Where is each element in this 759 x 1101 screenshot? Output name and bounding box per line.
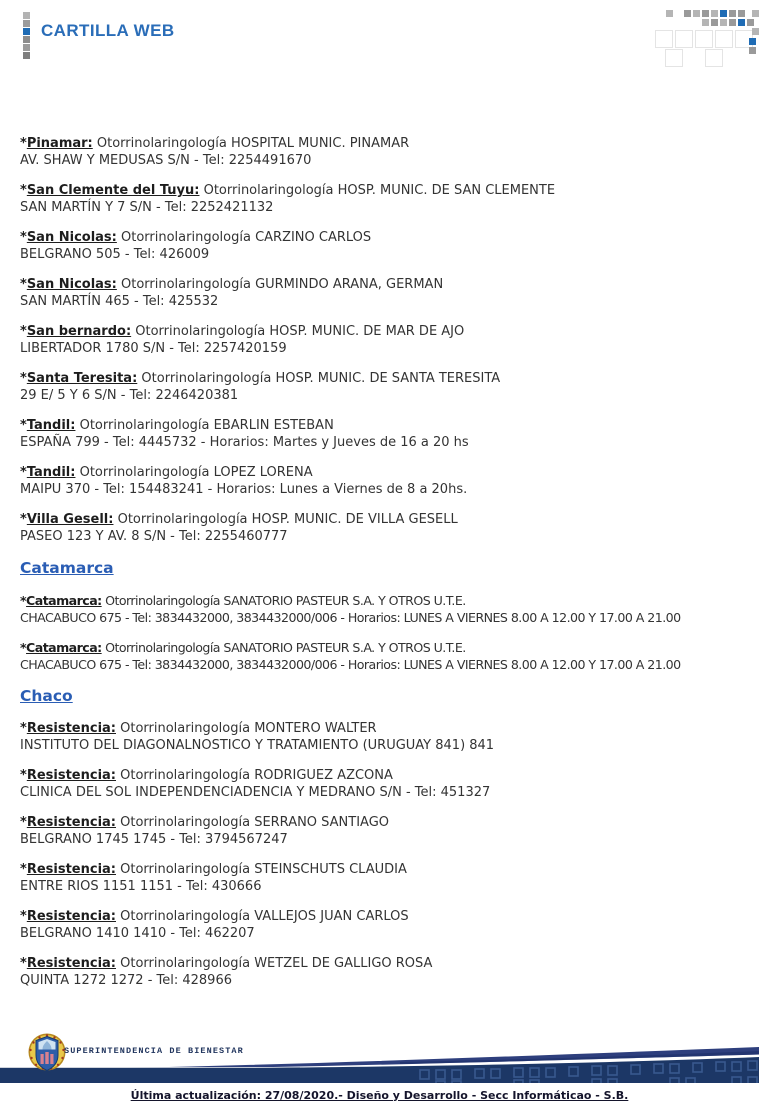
- mosaic-square: [693, 10, 700, 17]
- entry-city: Tandil:: [26, 418, 76, 433]
- entry-star: *: [20, 909, 27, 924]
- mosaic-square: [711, 10, 718, 17]
- entry-star: *: [20, 183, 27, 198]
- provider-entry-headline: [20, 512, 739, 529]
- logo-square: [23, 20, 30, 27]
- provider-entry-headline: [20, 324, 739, 341]
- logo-square: [23, 52, 30, 59]
- entry-city: Resistencia:: [26, 909, 116, 924]
- entry-city: San Clemente del Tuyu:: [26, 183, 200, 198]
- entry-star: *: [20, 512, 27, 527]
- mosaic-square: [711, 19, 718, 26]
- provider-directory: [20, 136, 739, 1003]
- provider-entry-headline: [20, 768, 739, 785]
- mosaic-square: [720, 10, 727, 17]
- entry-star: *: [20, 230, 27, 245]
- entry-city: San Nicolas:: [26, 230, 117, 245]
- entry-star: *: [20, 418, 27, 433]
- entry-star: *: [20, 136, 27, 151]
- entry-address-phone: SAN MARTÍN Y 7 S/N - Tel: 2252421132: [20, 199, 274, 215]
- entry-star: *: [20, 371, 27, 386]
- entry-city: San bernardo:: [26, 324, 132, 339]
- provider-entry: [20, 909, 739, 942]
- entry-star: *: [20, 593, 27, 608]
- entry-star: *: [20, 721, 27, 736]
- provider-entry: [20, 512, 739, 545]
- section-title-catamarca[interactable]: Catamarca: [20, 559, 114, 577]
- entry-city: Resistencia:: [26, 956, 116, 971]
- mosaic-square: [702, 19, 709, 26]
- mosaic-outline-square: [665, 49, 683, 67]
- provider-entry-headline: [20, 183, 739, 200]
- provider-entry-headline: [20, 136, 739, 153]
- entry-star: *: [20, 465, 27, 480]
- entry-address-phone: 29 E/ 5 Y 6 S/N - Tel: 2246420381: [20, 387, 239, 403]
- entry-address-phone: CLINICA DEL SOL INDEPENDENCIADENCIA Y MEDRANO S/N - Tel: 451327: [20, 784, 491, 800]
- entry-specialty-provider: Otorrinolaringología MONTERO WALTER: [116, 721, 377, 736]
- mosaic-square: [666, 10, 673, 17]
- entry-city: Pinamar:: [26, 136, 93, 151]
- mosaic-square: [702, 10, 709, 17]
- mosaic-square: [752, 10, 759, 17]
- entry-address-phone: CHACABUCO 675 - Tel: 3834432000, 3834432000/006 - Horarios: LUNES A VIERNES 8.00 A 12.00 Y 17.00 A 21.00: [20, 656, 681, 672]
- cartilla-logo-icon: [23, 12, 31, 60]
- entry-city: Resistencia:: [26, 862, 116, 877]
- provider-entry: [20, 768, 739, 801]
- entry-specialty-provider: Otorrinolaringología HOSP. MUNIC. DE SANTA TERESITA: [137, 371, 501, 386]
- entry-address-phone: SAN MARTÍN 465 - Tel: 425532: [20, 293, 219, 309]
- provider-entry-headline: [20, 815, 739, 832]
- entry-specialty-provider: Otorrinolaringología HOSP. MUNIC. DE VILLA GESELL: [113, 512, 458, 527]
- entry-specialty-provider: Otorrinolaringología RODRIGUEZ AZCONA: [116, 768, 393, 783]
- footer-bottom-line: [0, 1084, 759, 1101]
- entry-city: Catamarca:: [26, 593, 102, 608]
- mosaic-outline-square: [695, 30, 713, 48]
- entry-specialty-provider: Otorrinolaringología EBARLIN ESTEBAN: [75, 418, 334, 433]
- mosaic-square: [738, 19, 745, 26]
- entry-specialty-provider: Otorrinolaringología GURMINDO ARANA, GERMAN: [116, 277, 444, 292]
- entry-city: San Nicolas:: [26, 277, 117, 292]
- entry-city: Tandil:: [26, 465, 76, 480]
- page-footer: [0, 1028, 759, 1101]
- entry-specialty-provider: Otorrinolaringología STEINSCHUTS CLAUDIA: [116, 862, 407, 877]
- provider-entry-headline: [20, 371, 739, 388]
- provider-entry: [20, 721, 739, 754]
- superintendencia-shield-icon: [27, 1031, 67, 1075]
- entry-address-phone: ESPAÑA 799 - Tel: 4445732 - Horarios: Martes y Jueves de 16 a 20 hs: [20, 434, 469, 450]
- mosaic-outline-square: [705, 49, 723, 67]
- mosaic-square: [738, 10, 745, 17]
- entry-specialty-provider: Otorrinolaringología SERRANO SANTIAGO: [116, 815, 390, 830]
- entry-address-phone: ENTRE RIOS 1151 1151 - Tel: 430666: [20, 878, 262, 894]
- entry-specialty-provider: Otorrinolaringología HOSPITAL MUNIC. PINAMAR: [92, 136, 410, 151]
- mosaic-outline-square: [655, 30, 673, 48]
- page-header: [0, 0, 759, 60]
- section-title-chaco[interactable]: Chaco: [20, 687, 73, 705]
- entry-star: *: [20, 640, 27, 655]
- entry-address-phone: BELGRANO 1410 1410 - Tel: 462207: [20, 925, 255, 941]
- provider-entry-headline: [20, 277, 739, 294]
- logo-square: [23, 12, 30, 19]
- provider-entry-headline: [20, 465, 739, 482]
- entry-specialty-provider: Otorrinolaringología SANATORIO PASTEUR S.A. Y OTROS U.T.E.: [101, 640, 466, 655]
- provider-entry: [20, 815, 739, 848]
- entry-star: *: [20, 815, 27, 830]
- entry-star: *: [20, 277, 27, 292]
- entry-city: Santa Teresita:: [26, 371, 138, 386]
- entry-specialty-provider: Otorrinolaringología LOPEZ LORENA: [75, 465, 313, 480]
- provider-entry: [20, 593, 739, 626]
- entry-address-phone: CHACABUCO 675 - Tel: 3834432000, 3834432000/006 - Horarios: LUNES A VIERNES 8.00 A 12.00 Y 17.00 A 21.00: [20, 609, 681, 625]
- logo-square: [23, 44, 30, 51]
- provider-entry-headline: [20, 418, 739, 435]
- entry-specialty-provider: Otorrinolaringología CARZINO CARLOS: [116, 230, 372, 245]
- provider-entry: [20, 277, 739, 310]
- mosaic-square: [749, 38, 756, 45]
- entry-address-phone: QUINTA 1272 1272 - Tel: 428966: [20, 972, 232, 988]
- footer-org-name: SUPERINTENDENCIA DE BIENESTAR: [64, 1046, 244, 1056]
- entry-specialty-provider: Otorrinolaringología SANATORIO PASTEUR S.A. Y OTROS U.T.E.: [101, 593, 466, 608]
- entry-star: *: [20, 324, 27, 339]
- provider-entry: [20, 324, 739, 357]
- logo-square: [23, 36, 30, 43]
- provider-entry: [20, 640, 739, 673]
- entry-city: Resistencia:: [26, 721, 116, 736]
- provider-entry: [20, 862, 739, 895]
- provider-entry-headline: [20, 862, 739, 879]
- mosaic-square: [729, 19, 736, 26]
- provider-entry-headline: [20, 640, 739, 657]
- page-title: CARTILLA WEB: [41, 21, 175, 40]
- provider-entry: [20, 136, 739, 169]
- mosaic-decoration: [653, 8, 759, 60]
- mosaic-square: [749, 47, 756, 54]
- provider-entry-headline: [20, 956, 739, 973]
- mosaic-square: [752, 28, 759, 35]
- mosaic-square: [684, 10, 691, 17]
- entry-address-phone: BELGRANO 505 - Tel: 426009: [20, 246, 210, 262]
- entry-address-phone: LIBERTADOR 1780 S/N - Tel: 2257420159: [20, 340, 287, 356]
- mosaic-square: [729, 10, 736, 17]
- mosaic-outline-square: [715, 30, 733, 48]
- last-update-text: Última actualización: 27/08/2020.- Diseño y Desarrollo - Secc Informáticao - S.B.: [130, 1089, 629, 1101]
- entry-specialty-provider: Otorrinolaringología WETZEL DE GALLIGO ROSA: [116, 956, 433, 971]
- entry-specialty-provider: Otorrinolaringología VALLEJOS JUAN CARLOS: [116, 909, 409, 924]
- mosaic-square: [720, 19, 727, 26]
- entry-city: Resistencia:: [26, 815, 116, 830]
- provider-entry-headline: [20, 593, 739, 610]
- entry-address-phone: BELGRANO 1745 1745 - Tel: 3794567247: [20, 831, 288, 847]
- mosaic-outline-square: [675, 30, 693, 48]
- provider-entry: [20, 418, 739, 451]
- entry-specialty-provider: Otorrinolaringología HOSP. MUNIC. DE SAN CLEMENTE: [199, 183, 556, 198]
- entry-city: Catamarca:: [26, 640, 102, 655]
- provider-entry-headline: [20, 230, 739, 247]
- provider-entry-headline: [20, 909, 739, 926]
- entry-address-phone: MAIPU 370 - Tel: 154483241 - Horarios: Lunes a Viernes de 8 a 20hs.: [20, 481, 468, 497]
- entry-star: *: [20, 862, 27, 877]
- entry-address-phone: AV. SHAW Y MEDUSAS S/N - Tel: 2254491670: [20, 152, 312, 168]
- provider-entry: [20, 371, 739, 404]
- entry-address-phone: PASEO 123 Y AV. 8 S/N - Tel: 2255460777: [20, 528, 288, 544]
- entry-specialty-provider: Otorrinolaringología HOSP. MUNIC. DE MAR DE AJO: [131, 324, 465, 339]
- provider-entry-headline: [20, 721, 739, 738]
- footer-swoosh-decoration: [0, 1038, 759, 1084]
- mosaic-square: [747, 19, 754, 26]
- provider-entry: [20, 230, 739, 263]
- entry-city: Villa Gesell:: [26, 512, 114, 527]
- entry-star: *: [20, 956, 27, 971]
- entry-address-phone: INSTITUTO DEL DIAGONALNOSTICO Y TRATAMIENTO (URUGUAY 841) 841: [20, 737, 495, 753]
- entry-star: *: [20, 768, 27, 783]
- provider-entry: [20, 956, 739, 989]
- entry-city: Resistencia:: [26, 768, 116, 783]
- provider-entry: [20, 183, 739, 216]
- provider-entry: [20, 465, 739, 498]
- logo-square: [23, 28, 30, 35]
